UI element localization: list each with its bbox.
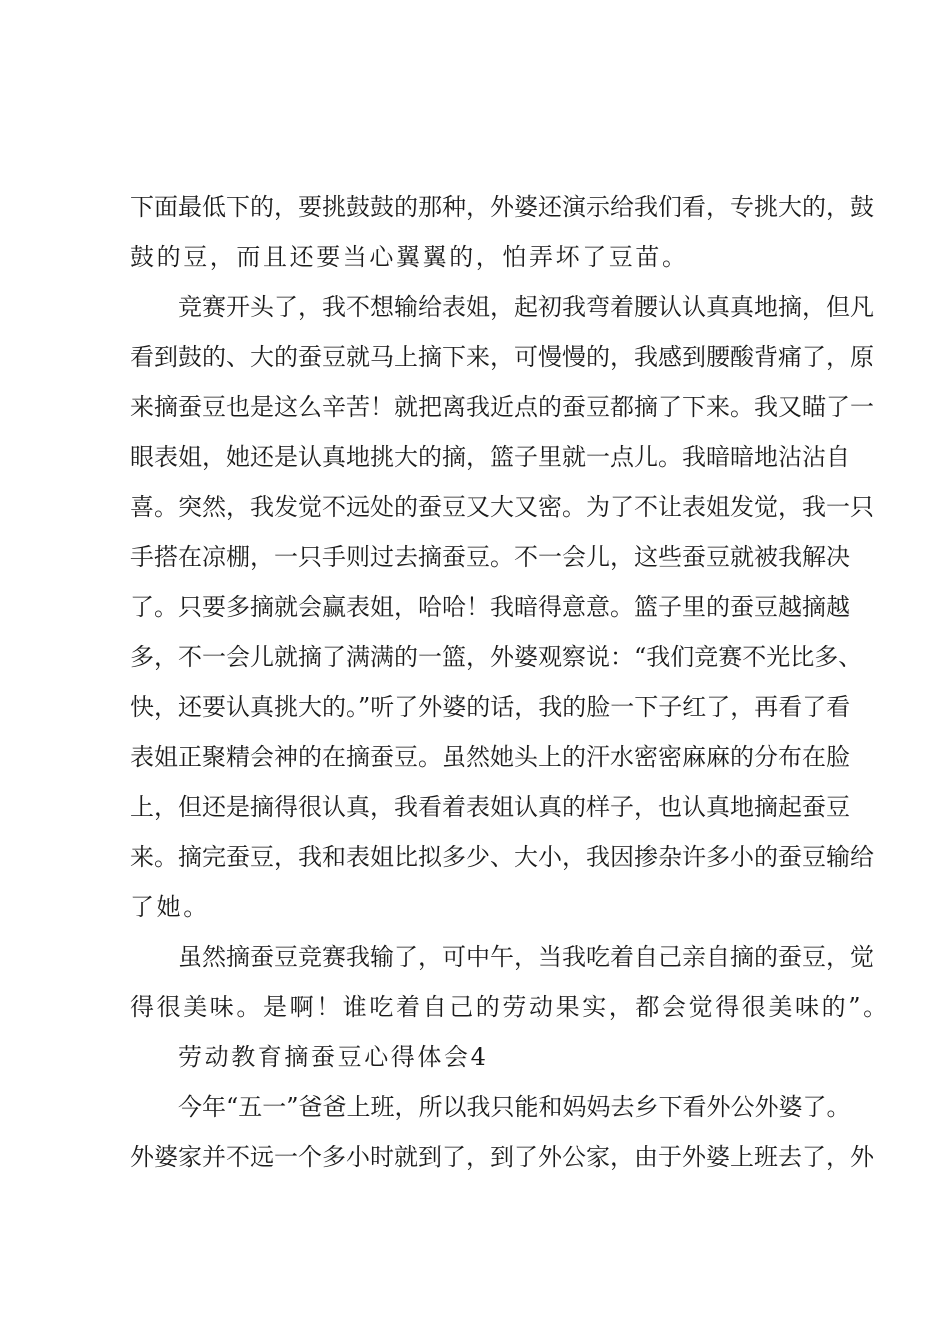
text-line: 快，还要认真挑大的。”听了外婆的话，我的脸一下子红了，再看了看 — [130, 693, 851, 721]
text-line: 外婆家并不远一个多小时就到了，到了外公家，由于外婆上班去了，外 — [130, 1143, 874, 1171]
text-line: 得很美味。是啊！谁吃着自己的劳动果实，都会觉得很美味的”。 — [130, 993, 890, 1021]
text-line: 今年“五一”爸爸上班，所以我只能和妈妈去乡下看外公外婆了。 — [178, 1093, 851, 1121]
text-line: 来摘蚕豆也是这么辛苦！就把离我近点的蚕豆都摘了下来。我又瞄了一 — [130, 393, 874, 421]
text-line: 竞赛开头了，我不想输给表姐，起初我弯着腰认认真真地摘，但凡 — [178, 293, 874, 321]
text-line: 来。摘完蚕豆，我和表姐比拟多少、大小，我因掺杂许多小的蚕豆输给 — [130, 843, 874, 871]
text-line: 上，但还是摘得很认真，我看着表姐认真的样子，也认真地摘起蚕豆 — [130, 793, 850, 821]
text-line: 下面最低下的，要挑鼓鼓的那种，外婆还演示给我们看，专挑大的，鼓 — [130, 193, 874, 221]
section-heading: 劳动教育摘蚕豆心得体会4 — [178, 1043, 489, 1071]
text-line: 虽然摘蚕豆竞赛我输了，可中午，当我吃着自己亲自摘的蚕豆，觉 — [178, 943, 874, 971]
text-line: 手搭在凉棚，一只手则过去摘蚕豆。不一会儿，这些蚕豆就被我解决 — [130, 543, 850, 571]
text-line: 喜。突然，我发觉不远处的蚕豆又大又密。为了不让表姐发觉，我一只 — [130, 493, 874, 521]
text-line: 看到鼓的、大的蚕豆就马上摘下来，可慢慢的，我感到腰酸背痛了，原 — [130, 343, 874, 371]
text-line: 眼表姐，她还是认真地挑大的摘，篮子里就一点儿。我暗暗地沾沾自 — [130, 443, 850, 471]
text-line: 多，不一会儿就摘了满满的一篮，外婆观察说：“我们竞赛不光比多、 — [130, 643, 863, 671]
text-line: 了。只要多摘就会赢表姐，哈哈！我暗得意意。篮子里的蚕豆越摘越 — [130, 593, 850, 621]
text-line: 表姐正聚精会神的在摘蚕豆。虽然她头上的汗水密密麻麻的分布在脸 — [130, 743, 850, 771]
text-line: 了她。 — [130, 893, 210, 921]
text-line: 鼓的豆，而且还要当心翼翼的，怕弄坏了豆苗。 — [130, 243, 689, 271]
